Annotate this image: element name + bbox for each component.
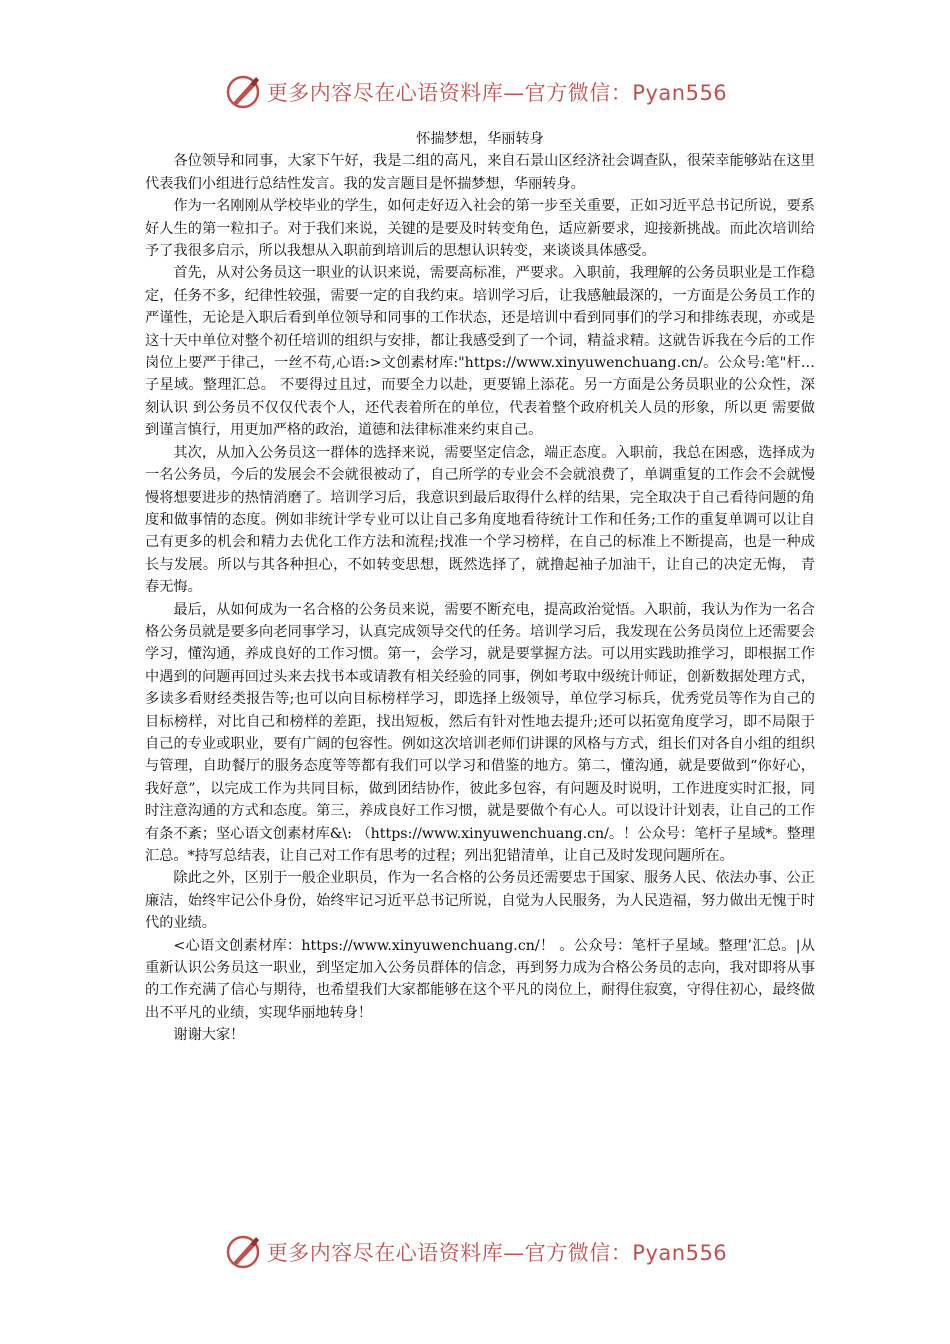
closing-line: 谢谢大家！ xyxy=(173,1027,245,1044)
document-body xyxy=(145,128,815,1047)
paragraph: 最后，从如何成为一名合格的公务员来说，需要不断充电，提高政治觉悟。入职前，我认为作为一名合格公务员就是要多向老同事学习，认真完成领导交代的任务。培训学习后，我发现在公务员岗位上还需要会学习，懂沟通，养成良好的工作习惯。第一，会学习，就是要掌握方法。可以用实践助推学习，即根据工作中遇到的问题再回过头来去找书本或请教有相关经验的同事，例如考取中级统计师证，创新数据处理方式，多读多看财经类报告等;也可以向目标榜样学习，即选择上级领导，单位学习标兵，优秀党员等作为自己的目标榜样，对比自己和榜样的差距，找出短板，然后有针对性地去提升;还可以拓宽角度学习，即不局限于自己的专业或职业，要有广阔的包容性。例如这次培训老师们讲课的风格与方式，组长们对各自小组的组织与管理，自助餐厅的服务态度等等都有我们可以学习和借鉴的地方。第二，懂沟通，就是要做到“你好心，我好意”，以完成工作为共同目标，做到团结协作，彼此多包容，有问题及时说明，工作进度实时汇报，同时注意沟通的方式和态度。第三，养成良好工作习惯，就是要做个有心人。可以设计计划表，让自己的工作有条不紊；坚心语文创素材库&\: （https://www.xinyuwenchuang.cn/。！公众号：笔杆子星域*。整理汇总。*持写总结表，让自己对工作有思考的过程；列出犯错清单，让自己及时发现问题所在。 xyxy=(145,601,815,864)
paragraph: 作为一名刚刚从学校毕业的学生，如何走好迈入社会的第一步至关重要，正如习近平总书记所说，要系好人生的第一粒扣子。对于我们来说，关键的是要及时转变角色，适应新要求，迎接新挑战。而此次培训给予了我很多启示，所以我想从入职前到培训后的思想认识转变，来谈谈具体感受。 xyxy=(145,198,815,260)
paragraph: <心语文创素材库：https://www.xinyuwenchuang.cn/！ 。公众号：笔杆子星域。整理’汇总。|从重新认识公务员这一职业，到坚定加入公务员群体的信念，再到努力成为合格公务员的志向，我对即将从事的工作充满了信心与期待，也希望我们大家都能够在这个平凡的岗位上，耐得住寂寞，守得住初心，最终做出不平凡的业绩，实现华丽地转身！ xyxy=(145,937,815,1021)
paragraph: 其次，从加入公务员这一群体的选择来说，需要坚定信念，端正态度。入职前，我总在困惑，选择成为一名公务员，今后的发展会不会就很被动了，自己所学的专业会不会就浪费了，单调重复的工作会不会就慢慢将想要进步的热情消磨了。培训学习后，我意识到最后取得什么样的结果，完全取决于自己看待问题的角度和做事情的态度。例如非统计学专业可以让自己多角度地看待统计工作和任务;工作的重复单调可以让自己有更多的机会和精力去优化工作方法和流程;找准一个学习榜样，在自己的标准上不断提高，也是一种成长与发展。所以与其各种担心，不如转变思想，既然选择了，就撸起袖子加油干，让自己的决定无悔， 青春无悔。 xyxy=(145,444,815,596)
pen-logo-icon xyxy=(223,1232,263,1272)
paragraph: 除此之外，区别于一般企业职员，作为一名合格的公务员还需要忠于国家、服务人民、依法办事、公正廉洁，始终牢记公仆身份，始终牢记习近平总书记所说，自觉为人民服务，为人民造福，努力做出无愧于时代的业绩。 xyxy=(145,870,815,932)
paragraph: 各位领导和同事，大家下午好，我是二组的高凡，来自石景山区经济社会调查队，很荣幸能够站在这里代表我们小组进行总结性发言。我的发言题目是怀揣梦想，华丽转身。 xyxy=(145,153,815,192)
watermark-banner-bottom xyxy=(0,1230,950,1274)
watermark-text: 更多内容尽在心语资料库—官方微信：Pyan556 xyxy=(266,1241,728,1265)
paragraph: 首先，从对公务员这一职业的认识来说，需要高标准，严要求。入职前，我理解的公务员职业是工作稳定，任务不多，纪律性较强，需要一定的自我约束。培训学习后，让我感触最深的，一方面是公务员工作的严谨性，无论是入职后看到单位领导和同事的工作状态，还是培训中看到同事们的学习和排练表现，亦或是这十天中单位对整个初任培训的组织与安排，都让我感受到了一个词，精益求精。这就告诉我在今后的工作岗位上要严于律己，一丝不苟,心语:>文创素材库:"https://www.xinyuwenchuang.cn/。公众号:笔"杆…子星域。整理汇总。 不要得过且过，而要全力以赴，更要锦上添花。另一方面是公务员职业的公众性，深刻认识 到公务员不仅仅代表个人，还代表着所在的单位，代表着整个政府机关人员的形象，所以更 需要做到谨言慎行，用更加严格的政治，道德和法律标准来约束自己。 xyxy=(145,265,815,439)
watermark-text: 更多内容尽在心语资料库—官方微信：Pyan556 xyxy=(266,81,728,105)
watermark-banner-top xyxy=(0,70,950,114)
document-title: 怀揣梦想，华丽转身 xyxy=(416,131,544,147)
pen-logo-icon xyxy=(223,72,263,112)
